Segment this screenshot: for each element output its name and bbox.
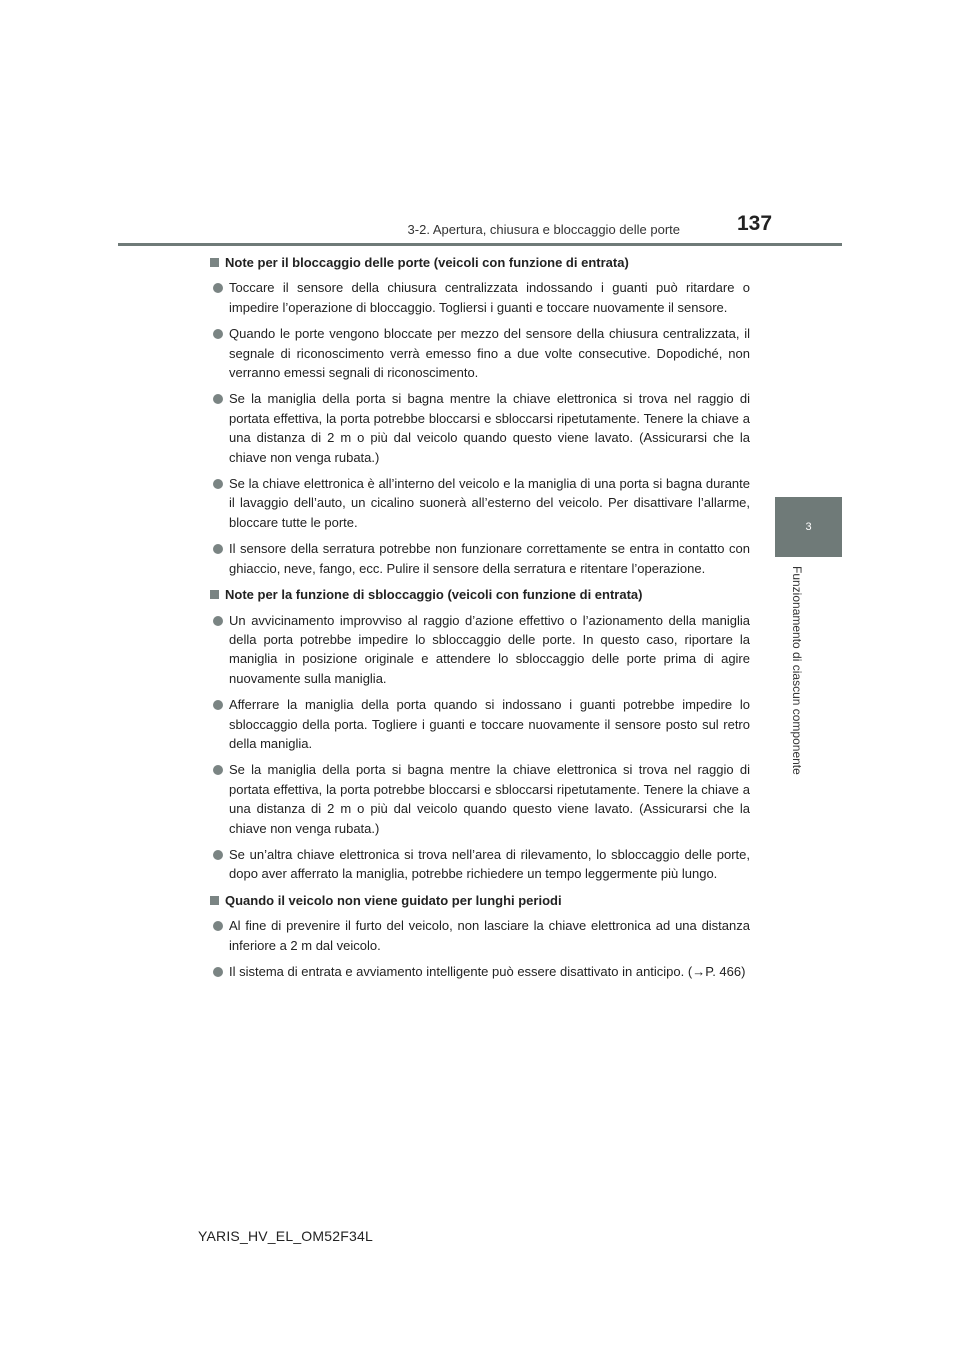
circle-bullet-icon [213,765,223,775]
section-title-text: Note per la funzione di sbloccaggio (veicoli con funzione di entrata) [225,587,643,603]
page-content [210,253,750,988]
circle-bullet-icon [213,967,223,977]
circle-bullet-icon [213,283,223,293]
list-item-text: Afferrare la maniglia della porta quando si indossano i guanti potrebbe impedire lo sbloccaggio della porta. Togliere i guanti e toccare nuovamente il sensore posto sul retro della maniglia. [229,697,750,751]
list-item [210,760,750,838]
header-title: 3-2. Apertura, chiusura e bloccaggio delle porte [407,222,680,237]
square-bullet-icon [210,896,219,905]
list-item [210,962,750,981]
chapter-tab [775,497,842,557]
list-item-text: Un avvicinamento improvviso al raggio d’azione effettivo o l’azionamento della maniglia della porta potrebbe impedire lo sbloccaggio delle porte. In questo caso, riportare la maniglia in posizione originale e attendere lo sbloccaggio delle porte prima di agire nuovamente sulla maniglia. [229,612,750,686]
square-bullet-icon [210,590,219,599]
circle-bullet-icon [213,329,223,339]
list-item [210,845,750,884]
circle-bullet-icon [213,479,223,489]
circle-bullet-icon [213,616,223,626]
page-header [0,0,960,260]
section-long-periods [210,891,750,982]
circle-bullet-icon [213,394,223,404]
section-door-unlocking [210,585,750,884]
section-title-text: Quando il veicolo non viene guidato per lunghi periodi [225,892,562,908]
document-code: YARIS_HV_EL_OM52F34L [198,1228,373,1244]
list-item-text: Il sistema di entrata e avviamento intelligente può essere disattivato in anticipo. (→P. 466) [229,964,746,979]
list-item [210,474,750,532]
section-title-text: Note per il bloccaggio delle porte (veicoli con funzione di entrata) [225,255,629,270]
header-divider [118,243,842,246]
circle-bullet-icon [213,700,223,710]
list-item [210,278,750,317]
list-item-text: Se un’altra chiave elettronica si trova nell’area di rilevamento, lo sbloccaggio delle porte, dopo aver afferrato la maniglia, potrebbe richiedere un tempo leggermente più lungo. [229,846,750,882]
section-title [210,585,750,604]
chapter-tab-number: 3 [805,521,812,533]
section-title [210,891,750,910]
list-item-text: Toccare il sensore della chiusura centralizzata indossando i guanti può ritardare o impedire l’operazione di bloccaggio. Togliersi i guanti e toccare nuovamente il sensore. [229,280,750,315]
list-item [210,389,750,467]
section-door-locking [210,253,750,578]
list-item-text: Al fine di prevenire il furto del veicolo, non lasciare la chiave elettronica ad una distanza inferiore a 2 m dal veicolo. [229,918,750,953]
list-item-text: Se la maniglia della porta si bagna mentre la chiave elettronica si trova nel raggio di portata effettiva, la porta potrebbe bloccarsi e sbloccarsi ripetutamente. Tenere la chiave a una distanza di 2 m o più dal veicolo quando questo viene lavato. (Assicurarsi che la chiave non venga rubata.) [229,762,750,836]
section-title [210,253,750,272]
list-item [210,611,750,689]
list-item [210,916,750,955]
square-bullet-icon [210,258,219,267]
circle-bullet-icon [213,850,223,860]
list-item [210,539,750,578]
chapter-label: Funzionamento di ciascun componente [790,566,804,775]
list-item [210,324,750,382]
list-item-text: Se la chiave elettronica è all’interno del veicolo e la maniglia di una porta si bagna durante il lavaggio dell’auto, un cicalino suonerà all’esterno del veicolo. Per disattivare l’allarme, bloccare tutte le porte. [229,476,750,530]
list-item-text: Quando le porte vengono bloccate per mezzo del sensore della chiusura centralizzata, il segnale di riconoscimento verrà emesso fino a due volte consecutive. Dopodiché, non verranno emessi segnali di riconoscimento. [229,326,750,381]
list-item [210,695,750,753]
list-item-text: Se la maniglia della porta si bagna mentre la chiave elettronica si trova nel raggio di portata effettiva, la porta potrebbe bloccarsi e sbloccarsi ripetutamente. Tenere la chiave a una distanza di 2 m o più dal veicolo quando questo viene lavato. (Assicurarsi che la chiave non venga rubata.) [229,391,750,465]
list-item-text: Il sensore della serratura potrebbe non funzionare correttamente se entra in contatto con ghiaccio, neve, fango, ecc. Pulire il sensore della serratura e ritentare l’operazione. [229,541,750,576]
circle-bullet-icon [213,921,223,931]
circle-bullet-icon [213,544,223,554]
page-number: 137 [737,212,773,235]
